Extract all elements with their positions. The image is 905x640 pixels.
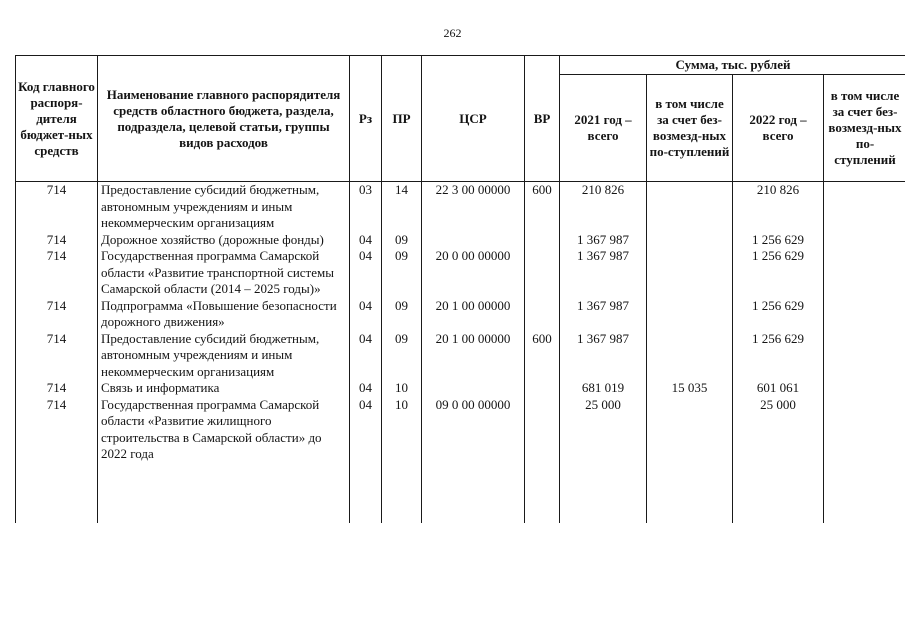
cell-name: Государственная программа Самарской области «Развитие жилищного строительства в Самарской области» до 2022 года <box>98 397 350 463</box>
cell-name: Дорожное хозяйство (дорожные фонды) <box>98 232 350 249</box>
header-rz: Рз <box>350 56 382 182</box>
cell-2022-grants <box>824 397 905 463</box>
table-row <box>16 380 905 397</box>
cell-2021-grants <box>647 182 733 232</box>
cell-pr: 09 <box>382 248 422 298</box>
cell-csr: 20 1 00 00000 <box>422 331 525 381</box>
header-code: Код главного распоря-дителя бюджет-ных средств <box>16 56 98 182</box>
cell-2022-total: 1 256 629 <box>733 331 824 381</box>
cell-name: Подпрограмма «Повышение безопасности дорожного движения» <box>98 298 350 331</box>
cell-2021-total: 1 367 987 <box>560 232 647 249</box>
cell-pr: 09 <box>382 298 422 331</box>
cell-csr <box>422 380 525 397</box>
cell-2021-grants <box>647 232 733 249</box>
cell-rz: 03 <box>350 182 382 232</box>
cell-2022-grants <box>824 232 905 249</box>
cell-2022-total: 1 256 629 <box>733 248 824 298</box>
cell-csr: 20 1 00 00000 <box>422 298 525 331</box>
cell-2021-grants: 15 035 <box>647 380 733 397</box>
cell-csr <box>422 232 525 249</box>
header-2021-total: 2021 год – всего <box>560 75 647 182</box>
cell-2022-grants <box>824 248 905 298</box>
header-pr: ПР <box>382 56 422 182</box>
header-name: Наименование главного распорядителя средств областного бюджета, раздела, подраздела, целевой статьи, группы видов расходов <box>98 56 350 182</box>
cell-pr: 09 <box>382 331 422 381</box>
header-sum: Сумма, тыс. рублей <box>560 56 905 75</box>
header-csr: ЦСР <box>422 56 525 182</box>
header-2022-total: 2022 год – всего <box>733 75 824 182</box>
cell-vr <box>525 380 560 397</box>
cell-rz: 04 <box>350 380 382 397</box>
cell-code: 714 <box>16 248 98 298</box>
cell-rz: 04 <box>350 331 382 381</box>
table-row <box>16 232 905 249</box>
cell-rz: 04 <box>350 397 382 463</box>
cell-2021-grants <box>647 331 733 381</box>
cell-2022-total: 1 256 629 <box>733 298 824 331</box>
cell-pr: 10 <box>382 397 422 463</box>
table-row <box>16 248 905 298</box>
cell-rz: 04 <box>350 298 382 331</box>
cell-vr: 600 <box>525 182 560 232</box>
table-row <box>16 182 905 232</box>
header-vr: ВР <box>525 56 560 182</box>
cell-2022-grants <box>824 331 905 381</box>
cell-pr: 14 <box>382 182 422 232</box>
cell-name: Предоставление субсидий бюджетным, автономным учреждениям и иным некоммерческим организациям <box>98 331 350 381</box>
cell-2021-grants <box>647 248 733 298</box>
cell-vr <box>525 232 560 249</box>
cell-code: 714 <box>16 232 98 249</box>
cell-2022-grants <box>824 380 905 397</box>
cell-name: Связь и информатика <box>98 380 350 397</box>
cell-name: Государственная программа Самарской области «Развитие транспортной системы Самарской области (2014 – 2025 годы)» <box>98 248 350 298</box>
cell-2022-total: 601 061 <box>733 380 824 397</box>
table-filler-row <box>16 463 905 523</box>
cell-csr: 22 3 00 00000 <box>422 182 525 232</box>
cell-code: 714 <box>16 331 98 381</box>
table-row <box>16 298 905 331</box>
cell-code: 714 <box>16 380 98 397</box>
cell-2021-total: 1 367 987 <box>560 248 647 298</box>
cell-vr <box>525 298 560 331</box>
cell-2021-total: 25 000 <box>560 397 647 463</box>
cell-vr: 600 <box>525 331 560 381</box>
cell-2021-total: 1 367 987 <box>560 331 647 381</box>
cell-2021-total: 681 019 <box>560 380 647 397</box>
cell-2021-grants <box>647 397 733 463</box>
cell-code: 714 <box>16 397 98 463</box>
cell-pr: 10 <box>382 380 422 397</box>
header-row-top <box>16 56 905 75</box>
budget-table <box>15 55 905 523</box>
cell-rz: 04 <box>350 232 382 249</box>
cell-code: 714 <box>16 182 98 232</box>
cell-2022-grants <box>824 298 905 331</box>
cell-name: Предоставление субсидий бюджетным, автономным учреждениям и иным некоммерческим организациям <box>98 182 350 232</box>
page-number: 262 <box>443 26 462 40</box>
cell-code: 714 <box>16 298 98 331</box>
cell-csr: 20 0 00 00000 <box>422 248 525 298</box>
cell-2022-total: 25 000 <box>733 397 824 463</box>
cell-csr: 09 0 00 00000 <box>422 397 525 463</box>
cell-vr <box>525 248 560 298</box>
cell-2022-grants <box>824 182 905 232</box>
table-row <box>16 397 905 463</box>
cell-pr: 09 <box>382 232 422 249</box>
cell-rz: 04 <box>350 248 382 298</box>
cell-vr <box>525 397 560 463</box>
cell-2022-total: 1 256 629 <box>733 232 824 249</box>
header-2021-grants: в том числе за счет без-возмезд-ных по-ступлений <box>647 75 733 182</box>
cell-2021-total: 1 367 987 <box>560 298 647 331</box>
cell-2021-grants <box>647 298 733 331</box>
table-row <box>16 331 905 381</box>
header-2022-grants: в том числе за счет без-возмезд-ных по-ступлений <box>824 75 905 182</box>
cell-2021-total: 210 826 <box>560 182 647 232</box>
cell-2022-total: 210 826 <box>733 182 824 232</box>
